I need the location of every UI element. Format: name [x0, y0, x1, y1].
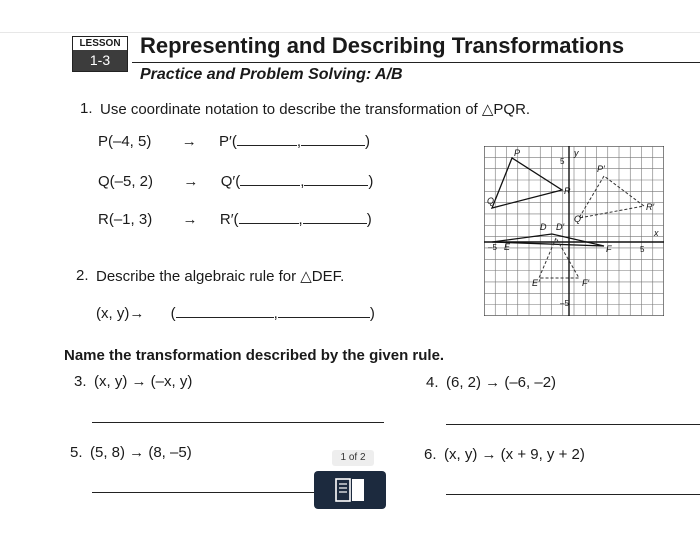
item-5-number: 5. — [70, 444, 83, 461]
q1-q-y-blank[interactable] — [304, 172, 368, 186]
q1-point-r: R(–1, 3) — [98, 211, 153, 228]
label-R-prime: R′ — [646, 202, 655, 212]
item-6-answer-line[interactable] — [446, 494, 700, 495]
q2-rule-row: (x, y)→ ( , ) — [96, 305, 375, 322]
label-Q-prime: Q′ — [574, 214, 583, 224]
q1-q-x-blank[interactable] — [240, 172, 300, 186]
q1-row-p: P(–4, 5) → P′( , ) — [98, 133, 371, 150]
page-view-button[interactable] — [314, 471, 386, 509]
q1-row-r: R(–1, 3) → R′( , ) — [98, 211, 372, 228]
q1-point-p: P(–4, 5) — [98, 133, 152, 150]
item-4-rule: (6, 2) → (–6, –2) — [446, 374, 557, 391]
label-x-axis: x — [654, 228, 659, 238]
label-y-axis: y — [574, 148, 579, 158]
q1-prompt: Use coordinate notation to describe the transformation of △PQR. — [100, 101, 531, 118]
coordinate-grid-graph — [484, 146, 664, 316]
lesson-badge — [72, 36, 128, 72]
item-5-answer-line[interactable] — [92, 492, 314, 493]
label-F-prime: F′ — [582, 278, 590, 288]
q1-r-y-blank[interactable] — [303, 210, 367, 224]
lesson-label: LESSON — [73, 37, 127, 50]
item-6-rule: (x, y) → (x + 9, y + 2) — [444, 446, 585, 463]
viewer-top-bar — [0, 0, 700, 33]
item-3-number: 3. — [74, 373, 87, 390]
q1-arrow-q: → — [183, 173, 199, 190]
page-view-icon — [314, 471, 386, 509]
q1-p-x-blank[interactable] — [237, 132, 297, 146]
item-3-rule: (x, y) → (–x, y) — [94, 373, 193, 390]
item-4-number: 4. — [426, 374, 439, 391]
q2-prompt: Describe the algebraic rule for △DEF. — [96, 268, 345, 285]
q1-p-y-blank[interactable] — [301, 132, 365, 146]
q2-number: 2. — [76, 267, 89, 284]
lesson-number: 1-3 — [73, 50, 127, 71]
tick-label-x-left: –5 — [488, 243, 497, 252]
label-D-prime: D′ — [556, 222, 565, 232]
label-R: R — [564, 186, 571, 196]
tick-label-y-bottom: –5 — [560, 299, 569, 308]
label-P-prime: P′ — [597, 164, 605, 174]
label-E: E — [504, 242, 511, 252]
item-4-answer-line[interactable] — [446, 424, 700, 425]
q1-image-q-label: Q′( — [220, 173, 241, 190]
label-P: P — [514, 148, 521, 158]
page-subtitle: Practice and Problem Solving: A/B — [140, 66, 403, 83]
label-E-prime: E′ — [532, 278, 540, 288]
tick-label-x-right: 5 — [640, 245, 645, 254]
title-divider — [132, 62, 700, 63]
label-D: D — [540, 222, 547, 232]
q1-point-q: Q(–5, 2) — [98, 173, 154, 190]
section-heading: Name the transformation described by the given rule. — [64, 347, 445, 364]
label-Q: Q — [487, 196, 495, 206]
tick-label-y-top: 5 — [560, 157, 565, 166]
item-3-answer-line[interactable] — [92, 422, 384, 423]
label-F: F — [606, 244, 612, 254]
q1-row-q: Q(–5, 2) → Q′( , ) — [98, 173, 374, 190]
q1-r-x-blank[interactable] — [239, 210, 299, 224]
item-6-number: 6. — [424, 446, 437, 463]
q1-image-r-label: R′( — [219, 211, 239, 228]
q1-number: 1. — [80, 100, 93, 117]
q1-arrow-r: → — [182, 211, 198, 228]
q1-image-p-label: P′( — [219, 133, 237, 150]
item-5-rule: (5, 8) → (8, –5) — [90, 444, 192, 461]
page-title: Representing and Describing Transformations — [140, 33, 625, 58]
q2-y-blank[interactable] — [278, 304, 370, 318]
q2-rule-left: (x, y)→ — [96, 305, 145, 322]
page-indicator: 1 of 2 — [332, 450, 374, 466]
q1-arrow-p: → — [181, 133, 197, 150]
q2-x-blank[interactable] — [176, 304, 274, 318]
